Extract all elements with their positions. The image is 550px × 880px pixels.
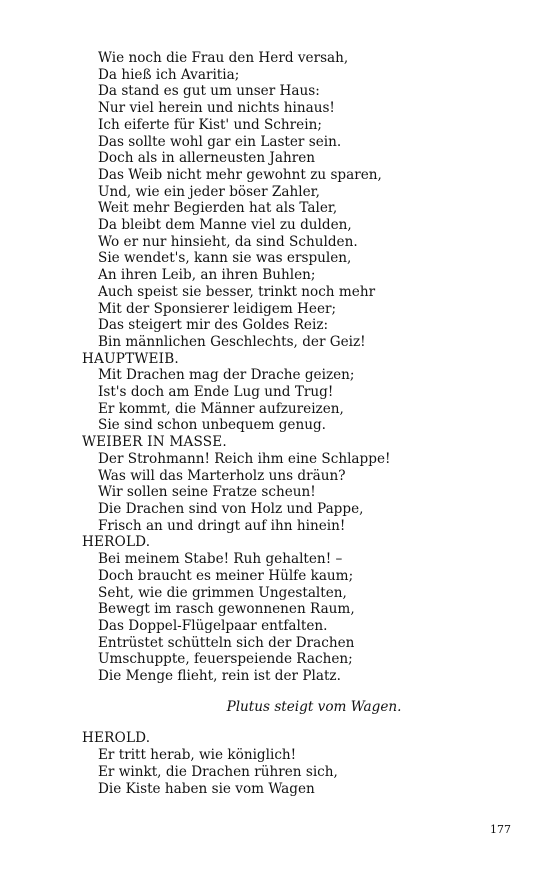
verse-line: Die Menge flieht, rein ist der Platz. <box>98 668 341 685</box>
verse-line: Frisch an und dringt auf ihn hinein! <box>98 517 346 534</box>
verse-line: Seht, wie die grimmen Ungestalten, <box>98 584 347 601</box>
verse-line: Bin männlichen Geschlechts, der Geiz! <box>98 333 366 350</box>
verse-line: Er winkt, die Drachen rühren sich, <box>98 763 338 780</box>
page-number: 177 <box>490 823 511 836</box>
verse-group <box>82 747 512 797</box>
verse-line: An ihren Leib, an ihren Buhlen; <box>98 267 316 284</box>
verse-line: Mit der Sponsierer leidigem Heer; <box>98 300 337 317</box>
verse-line: Doch als in allerneusten Jahren <box>98 150 316 167</box>
verse-line: Auch speist sie besser, trinkt noch mehr <box>98 283 376 300</box>
stage-direction: Plutus steigt vom Wagen. <box>226 698 402 715</box>
verse-line: Das Doppel-Flügelpaar entfalten. <box>98 617 328 634</box>
verse-line: Ist's doch am Ende Lug und Trug! <box>98 384 334 401</box>
speaker-name: WEIBER IN MASSE. <box>82 434 227 451</box>
verse-line: Umschuppte, feuerspeiende Rachen; <box>98 651 353 668</box>
verse-line: Bei meinem Stabe! Ruh gehalten! – <box>98 551 343 568</box>
verse-line: Mit Drachen mag der Drache geizen; <box>98 367 355 384</box>
verse-line: Was will das Marterholz uns dräun? <box>98 467 346 484</box>
verse-line: Die Kiste haben sie vom Wagen <box>98 780 315 797</box>
verse-line: Er kommt, die Männer aufzureizen, <box>98 400 344 417</box>
verse-line: Wie noch die Frau den Herd versah, <box>98 50 349 66</box>
verse-line: Die Drachen sind von Holz und Pappe, <box>98 500 364 517</box>
verse-line: Ich eiferte für Kist' und Schrein; <box>98 116 322 133</box>
speaker-name: HEROLD. <box>82 730 151 747</box>
verse-line: Nur viel herein und nichts hinaus! <box>98 100 335 117</box>
verse-line: Das steigert mir des Goldes Reiz: <box>98 317 329 334</box>
verse-group <box>82 50 512 351</box>
verse-line: Das sollte wohl gar ein Laster sein. <box>98 133 342 150</box>
verse-line: Er tritt herab, wie königlich! <box>98 747 297 764</box>
verse-line: Da hieß ich Avaritia; <box>98 66 240 83</box>
verse-line: Und, wie ein jeder böser Zahler, <box>98 183 320 200</box>
verse-line: Das Weib nicht mehr gewohnt zu sparen, <box>98 166 382 183</box>
speaker-name: HAUPTWEIB. <box>82 350 179 367</box>
verse-group <box>82 367 512 434</box>
verse-line: Da bleibt dem Manne viel zu dulden, <box>98 217 352 234</box>
verse-line: Sie wendet's, kann sie was erspulen, <box>98 250 352 267</box>
verse-line: Bewegt im rasch gewonnenen Raum, <box>98 601 355 618</box>
verse-line: Da stand es gut um unser Haus: <box>98 83 320 100</box>
drama-text <box>82 50 512 797</box>
verse-line: Weit mehr Begierden hat als Taler, <box>98 200 338 217</box>
verse-line: Doch braucht es meiner Hülfe kaum; <box>98 567 354 584</box>
verse-line: Wir sollen seine Fratze scheun! <box>98 484 316 501</box>
verse-group <box>82 451 512 535</box>
verse-line: Wo er nur hinsieht, da sind Schulden. <box>98 233 358 250</box>
verse-line: Entrüstet schütteln sich der Drachen <box>98 634 355 651</box>
verse-line: Sie sind schon unbequem genug. <box>98 417 326 434</box>
verse-group <box>82 551 512 685</box>
verse-line: Der Strohmann! Reich ihm eine Schlappe! <box>98 450 391 467</box>
speaker-name: HEROLD. <box>82 534 151 551</box>
